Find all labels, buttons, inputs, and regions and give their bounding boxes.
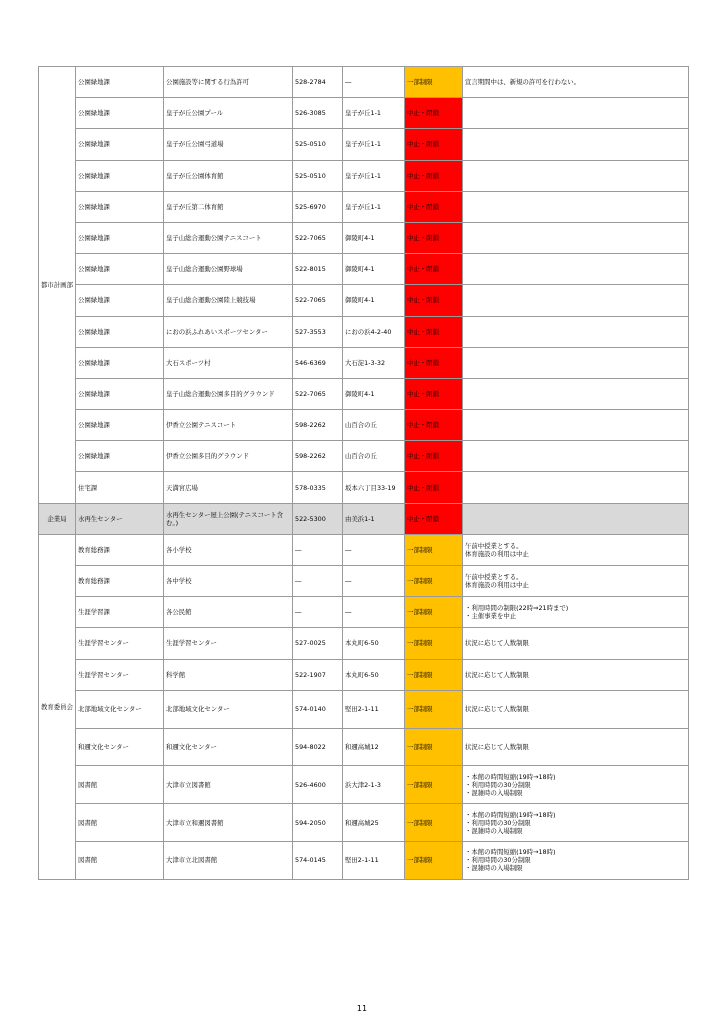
note-line: ・本館の時間短縮(19時→18時) bbox=[465, 772, 556, 781]
facility-cell: 皇子山総合運動公園野球場 bbox=[164, 254, 293, 285]
table-row bbox=[39, 597, 689, 628]
table-row bbox=[39, 129, 689, 160]
phone-cell: ― bbox=[293, 534, 343, 565]
address-cell: ― bbox=[343, 534, 405, 565]
section-cell: 公園緑地課 bbox=[76, 254, 164, 285]
facility-cell: 皇子が丘第二体育館 bbox=[164, 191, 293, 222]
note-line: 体育施設の利用は中止 bbox=[465, 581, 529, 590]
notes-cell bbox=[463, 690, 689, 728]
note-line: 宣言期間中は、新規の許可を行わない。 bbox=[465, 78, 581, 87]
status-cell: 一部制限 bbox=[405, 728, 463, 766]
status-cell: 一部制限 bbox=[405, 534, 463, 565]
phone-cell: 574-0140 bbox=[293, 690, 343, 728]
note-line: ・利用時間の制限(22時⇒21時まで) bbox=[465, 604, 569, 613]
section-cell: 公園緑地課 bbox=[76, 98, 164, 129]
notes-cell bbox=[463, 378, 689, 409]
facility-cell: 各小学校 bbox=[164, 534, 293, 565]
address-cell: 御陵町4-1 bbox=[343, 285, 405, 316]
facility-cell: 大津市立図書館 bbox=[164, 766, 293, 804]
phone-cell: ― bbox=[293, 566, 343, 597]
status-cell: 中止・閉鎖 bbox=[405, 472, 463, 503]
phone-cell: 522-7065 bbox=[293, 285, 343, 316]
phone-cell: 578-0335 bbox=[293, 472, 343, 503]
notes-cell bbox=[463, 566, 689, 597]
status-cell: 一部制限 bbox=[405, 804, 463, 842]
section-cell: 図書館 bbox=[76, 766, 164, 804]
status-cell: 一部制限 bbox=[405, 597, 463, 628]
note-line: 状況に応じて人数制限 bbox=[465, 639, 529, 648]
address-cell: 皇子が丘1-1 bbox=[343, 129, 405, 160]
table-row bbox=[39, 378, 689, 409]
section-cell: 公園緑地課 bbox=[76, 285, 164, 316]
section-cell: 住宅課 bbox=[76, 472, 164, 503]
note-line: ・本館の時間短縮(19時→18時) bbox=[465, 848, 556, 857]
note-line: 状況に応じて人数制限 bbox=[465, 742, 529, 751]
notes-cell bbox=[463, 67, 689, 98]
notes-cell bbox=[463, 191, 689, 222]
table-row bbox=[39, 67, 689, 98]
status-cell: 中止・閉鎖 bbox=[405, 254, 463, 285]
status-cell: 中止・閉鎖 bbox=[405, 191, 463, 222]
note-line: 状況に応じて人数制限 bbox=[465, 670, 529, 679]
section-cell: 公園緑地課 bbox=[76, 160, 164, 191]
table-row bbox=[39, 191, 689, 222]
address-cell: 和邇高城25 bbox=[343, 804, 405, 842]
address-cell: 山百合の丘 bbox=[343, 441, 405, 472]
status-cell: 中止・閉鎖 bbox=[405, 98, 463, 129]
facility-cell: 皇子が丘公園プール bbox=[164, 98, 293, 129]
address-cell: 皇子が丘1-1 bbox=[343, 160, 405, 191]
address-cell: ― bbox=[343, 566, 405, 597]
notes-cell bbox=[463, 316, 689, 347]
status-cell: 中止・閉鎖 bbox=[405, 378, 463, 409]
status-cell: 中止・閉鎖 bbox=[405, 222, 463, 253]
phone-cell: 594-8022 bbox=[293, 728, 343, 766]
page-number: 11 bbox=[356, 1004, 368, 1013]
notes-cell bbox=[463, 659, 689, 690]
address-cell: 皇子が丘1-1 bbox=[343, 191, 405, 222]
table-row bbox=[39, 410, 689, 441]
address-cell: 御陵町4-1 bbox=[343, 222, 405, 253]
note-line: ・利用時間の30分制限 bbox=[465, 818, 531, 827]
address-cell: 本丸町6-50 bbox=[343, 628, 405, 659]
status-cell: 中止・閉鎖 bbox=[405, 410, 463, 441]
address-cell: 浜大津2-1-3 bbox=[343, 766, 405, 804]
notes-cell bbox=[463, 841, 689, 879]
table-row bbox=[39, 804, 689, 842]
facility-cell: 皇子が丘公園体育館 bbox=[164, 160, 293, 191]
table-row bbox=[39, 566, 689, 597]
phone-cell: 527-0025 bbox=[293, 628, 343, 659]
phone-cell: 525-0510 bbox=[293, 129, 343, 160]
status-cell: 中止・閉鎖 bbox=[405, 129, 463, 160]
section-cell: 公園緑地課 bbox=[76, 67, 164, 98]
facility-cell: 皇子が丘公園弓道場 bbox=[164, 129, 293, 160]
address-cell: ― bbox=[343, 67, 405, 98]
status-cell: 中止・閉鎖 bbox=[405, 347, 463, 378]
facility-cell: 大石スポーツ村 bbox=[164, 347, 293, 378]
status-cell: 一部制限 bbox=[405, 566, 463, 597]
notes-cell bbox=[463, 222, 689, 253]
section-cell: 公園緑地課 bbox=[76, 378, 164, 409]
status-cell: 一部制限 bbox=[405, 841, 463, 879]
section-cell: 公園緑地課 bbox=[76, 347, 164, 378]
status-cell: 中止・閉鎖 bbox=[405, 316, 463, 347]
notes-cell bbox=[463, 766, 689, 804]
address-cell: 堅田2-1-11 bbox=[343, 690, 405, 728]
phone-cell: 525-6970 bbox=[293, 191, 343, 222]
table-row bbox=[39, 472, 689, 503]
notes-cell bbox=[463, 441, 689, 472]
facility-cell: 伊香立公園多目的グラウンド bbox=[164, 441, 293, 472]
phone-cell: 522-1907 bbox=[293, 659, 343, 690]
phone-cell: 522-5300 bbox=[293, 503, 343, 534]
notes-cell bbox=[463, 347, 689, 378]
section-cell: 水再生センター bbox=[76, 503, 164, 534]
note-line: ・利用時間の30分制限 bbox=[465, 780, 531, 789]
notes-cell bbox=[463, 129, 689, 160]
notes-cell bbox=[463, 804, 689, 842]
section-cell: 図書館 bbox=[76, 841, 164, 879]
department-cell: 企業局 bbox=[39, 503, 76, 534]
address-cell: 山百合の丘 bbox=[343, 410, 405, 441]
status-cell: 一部制限 bbox=[405, 659, 463, 690]
status-cell: 一部制限 bbox=[405, 766, 463, 804]
facility-cell: 各公民館 bbox=[164, 597, 293, 628]
phone-cell: 526-3085 bbox=[293, 98, 343, 129]
address-cell: 由美浜1-1 bbox=[343, 503, 405, 534]
address-cell: 和邇高城12 bbox=[343, 728, 405, 766]
status-cell: 一部制限 bbox=[405, 67, 463, 98]
status-cell: 一部制限 bbox=[405, 690, 463, 728]
table-row bbox=[39, 316, 689, 347]
section-cell: 北部地域文化センター bbox=[76, 690, 164, 728]
notes-cell bbox=[463, 597, 689, 628]
table-row bbox=[39, 441, 689, 472]
facility-cell: 和邇文化センター bbox=[164, 728, 293, 766]
notes-cell bbox=[463, 410, 689, 441]
phone-cell: 594-2050 bbox=[293, 804, 343, 842]
table-row bbox=[39, 347, 689, 378]
notes-cell bbox=[463, 160, 689, 191]
table-row bbox=[39, 728, 689, 766]
status-cell: 中止・閉鎖 bbox=[405, 160, 463, 191]
table-row bbox=[39, 160, 689, 191]
table-row bbox=[39, 254, 689, 285]
phone-cell: 598-2262 bbox=[293, 410, 343, 441]
notes-cell bbox=[463, 254, 689, 285]
address-cell: ― bbox=[343, 597, 405, 628]
notes-cell bbox=[463, 534, 689, 565]
note-line: ・混雑時の入場制限 bbox=[465, 864, 523, 873]
notes-cell bbox=[463, 628, 689, 659]
phone-cell: 522-7065 bbox=[293, 378, 343, 409]
status-cell: 中止・閉鎖 bbox=[405, 285, 463, 316]
address-cell: 坂本六丁目33-19 bbox=[343, 472, 405, 503]
address-cell: 御陵町4-1 bbox=[343, 254, 405, 285]
facility-cell: 北部地域文化センター bbox=[164, 690, 293, 728]
section-cell: 公園緑地課 bbox=[76, 129, 164, 160]
table-row bbox=[39, 534, 689, 565]
facility-cell: 大津市立北図書館 bbox=[164, 841, 293, 879]
facility-cell: 皇子山総合運動公園陸上競技場 bbox=[164, 285, 293, 316]
note-line: ・混雑時の入場制限 bbox=[465, 826, 523, 835]
phone-cell: 526-4600 bbox=[293, 766, 343, 804]
note-line: ・利用時間の30分制限 bbox=[465, 856, 531, 865]
section-cell: 生涯学習センター bbox=[76, 659, 164, 690]
section-cell: 公園緑地課 bbox=[76, 316, 164, 347]
facility-cell: 天満宮広場 bbox=[164, 472, 293, 503]
address-cell: におの浜4-2-40 bbox=[343, 316, 405, 347]
facility-status-table bbox=[38, 66, 689, 880]
facility-cell: におの浜ふれあいスポーツセンター bbox=[164, 316, 293, 347]
table-row bbox=[39, 222, 689, 253]
status-cell: 中止・閉鎖 bbox=[405, 503, 463, 534]
notes-cell bbox=[463, 472, 689, 503]
section-cell: 生涯学習センター bbox=[76, 628, 164, 659]
notes-cell bbox=[463, 503, 689, 534]
table-row bbox=[39, 690, 689, 728]
phone-cell: 546-6369 bbox=[293, 347, 343, 378]
facility-cell: 皇子山総合運動公園多目的グラウンド bbox=[164, 378, 293, 409]
section-cell: 生涯学習課 bbox=[76, 597, 164, 628]
section-cell: 図書館 bbox=[76, 804, 164, 842]
table-row bbox=[39, 98, 689, 129]
phone-cell: 528-2784 bbox=[293, 67, 343, 98]
facility-cell: 大津市立和邇図書館 bbox=[164, 804, 293, 842]
notes-cell bbox=[463, 285, 689, 316]
phone-cell: 574-0145 bbox=[293, 841, 343, 879]
department-cell: 教育委員会 bbox=[39, 534, 76, 879]
note-line: ・主催事業を中止 bbox=[465, 612, 517, 621]
phone-cell: 525-0510 bbox=[293, 160, 343, 191]
address-cell: 大石淀1-3-32 bbox=[343, 347, 405, 378]
facility-cell: 水再生センター屋上公園(テニスコート含む。) bbox=[164, 503, 293, 534]
facility-cell: 皇子山総合運動公園テニスコート bbox=[164, 222, 293, 253]
phone-cell: 522-7065 bbox=[293, 222, 343, 253]
facility-cell: 科学館 bbox=[164, 659, 293, 690]
table-row bbox=[39, 285, 689, 316]
facility-cell: 公園施設等に関する行為許可 bbox=[164, 67, 293, 98]
note-line: ・本館の時間短縮(19時→18時) bbox=[465, 810, 556, 819]
notes-cell bbox=[463, 728, 689, 766]
table-row bbox=[39, 503, 689, 534]
section-cell: 公園緑地課 bbox=[76, 191, 164, 222]
note-line: 状況に応じて人数制限 bbox=[465, 705, 529, 714]
address-cell: 堅田2-1-11 bbox=[343, 841, 405, 879]
status-cell: 一部制限 bbox=[405, 628, 463, 659]
section-cell: 公園緑地課 bbox=[76, 222, 164, 253]
section-cell: 公園緑地課 bbox=[76, 441, 164, 472]
facility-cell: 各中学校 bbox=[164, 566, 293, 597]
section-cell: 教育総務課 bbox=[76, 534, 164, 565]
table-row bbox=[39, 659, 689, 690]
table-row bbox=[39, 766, 689, 804]
section-cell: 教育総務課 bbox=[76, 566, 164, 597]
phone-cell: 522-8015 bbox=[293, 254, 343, 285]
note-line: ・混雑時の入場制限 bbox=[465, 788, 523, 797]
facility-cell: 生涯学習センター bbox=[164, 628, 293, 659]
section-cell: 和邇文化センター bbox=[76, 728, 164, 766]
section-cell: 公園緑地課 bbox=[76, 410, 164, 441]
note-line: 午前中授業とする。 bbox=[465, 573, 523, 582]
notes-cell bbox=[463, 98, 689, 129]
phone-cell: ― bbox=[293, 597, 343, 628]
department-cell: 都市計画部 bbox=[39, 67, 76, 504]
phone-cell: 598-2262 bbox=[293, 441, 343, 472]
address-cell: 本丸町6-50 bbox=[343, 659, 405, 690]
table-row bbox=[39, 628, 689, 659]
note-line: 午前中授業とする。 bbox=[465, 541, 523, 550]
address-cell: 皇子が丘1-1 bbox=[343, 98, 405, 129]
note-line: 体育施設の利用は中止 bbox=[465, 549, 529, 558]
table-row bbox=[39, 841, 689, 879]
facility-cell: 伊香立公園テニスコート bbox=[164, 410, 293, 441]
address-cell: 御陵町4-1 bbox=[343, 378, 405, 409]
phone-cell: 527-3553 bbox=[293, 316, 343, 347]
status-cell: 中止・閉鎖 bbox=[405, 441, 463, 472]
